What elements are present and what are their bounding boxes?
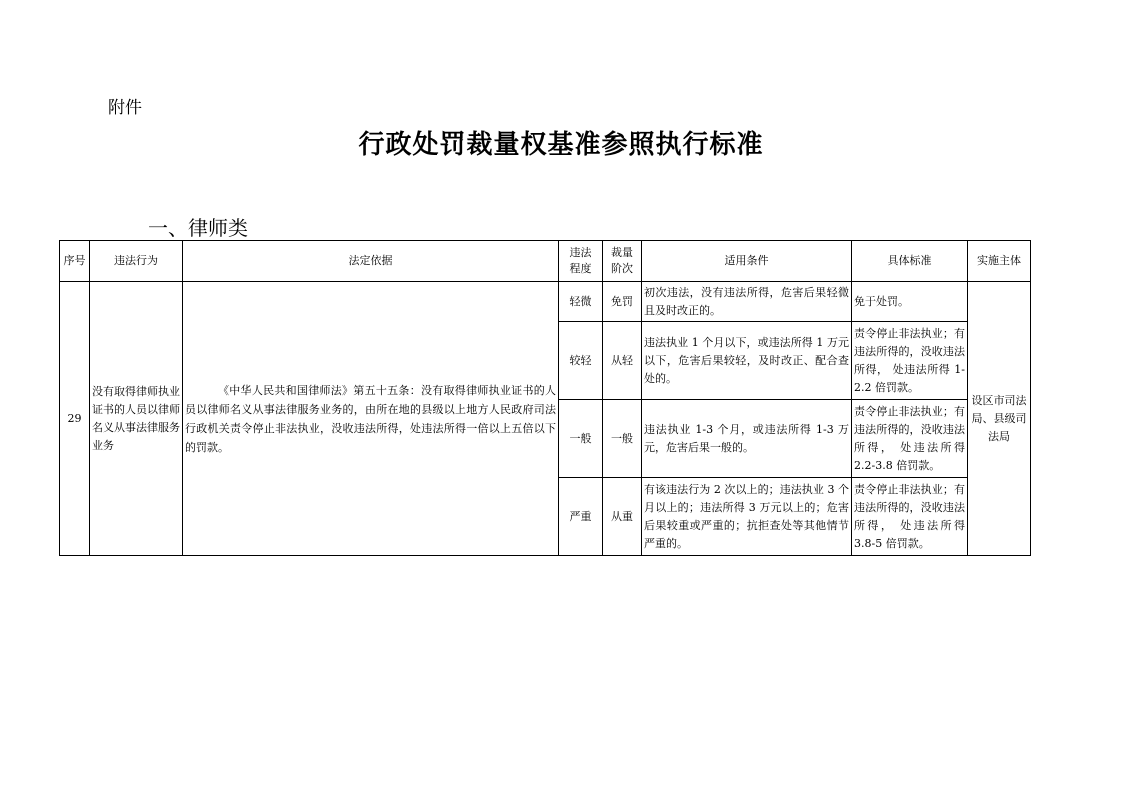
header-degree: 违法 程度 <box>559 241 603 282</box>
header-conditions: 适用条件 <box>642 241 852 282</box>
level-standard: 责令停止非法执业；有违法所得的，没收违法所得， 处违法所得 3.8-5 倍罚款。 <box>852 478 968 556</box>
entry-authority: 设区市司法局、县级司法局 <box>968 282 1031 556</box>
table-row <box>60 282 1031 322</box>
level-conditions: 违法执业 1-3 个月，或违法所得 1-3 万元，危害后果一般的。 <box>642 400 852 478</box>
attachment-label: 附件 <box>108 98 142 118</box>
level-penalty: 从重 <box>603 478 642 556</box>
level-degree: 一般 <box>559 400 603 478</box>
level-standard: 责令停止非法执业；有违法所得的，没收违法所得， 处违法所得 1-2.2 倍罚款。 <box>852 322 968 400</box>
header-seq: 序号 <box>60 241 90 282</box>
level-standard: 责令停止非法执业；有违法所得的，没收违法所得， 处违法所得 2.2-3.8 倍罚款。 <box>852 400 968 478</box>
level-penalty: 一般 <box>603 400 642 478</box>
level-conditions: 有该违法行为 2 次以上的；违法执业 3 个月以上的；违法所得 3 万元以上的；危害后果较重或严重的；抗拒查处等其他情节严重的。 <box>642 478 852 556</box>
level-degree: 严重 <box>559 478 603 556</box>
level-conditions: 初次违法，没有违法所得，危害后果轻微且及时改正的。 <box>642 282 852 322</box>
level-penalty: 免罚 <box>603 282 642 322</box>
level-standard: 免于处罚。 <box>852 282 968 322</box>
level-penalty: 从轻 <box>603 322 642 400</box>
entry-seq: 29 <box>60 282 90 556</box>
header-authority: 实施主体 <box>968 241 1031 282</box>
level-conditions: 违法执业 1 个月以下，或违法所得 1 万元以下，危害后果较轻，及时改正、配合查处的。 <box>642 322 852 400</box>
header-violation: 违法行为 <box>90 241 183 282</box>
level-degree: 较轻 <box>559 322 603 400</box>
level-degree: 轻微 <box>559 282 603 322</box>
penalty-standards-table <box>59 240 1031 556</box>
header-legal-basis: 法定依据 <box>183 241 559 282</box>
document-title: 行政处罚裁量权基准参照执行标准 <box>358 130 764 160</box>
header-penalty-level: 裁量 阶次 <box>603 241 642 282</box>
entry-legal-basis: 《中华人民共和国律师法》第五十五条：没有取得律师执业证书的人员以律师名义从事法律服务业务的，由所在地的县级以上地方人民政府司法行政机关责令停止非法执业，没收违法所得，处违法所得一倍以上五倍以下的罚款。 <box>183 282 559 556</box>
table-header-row <box>60 241 1031 282</box>
header-standard: 具体标准 <box>852 241 968 282</box>
section-heading: 一、律师类 <box>148 216 248 240</box>
entry-violation: 没有取得律师执业证书的人员以律师名义从事法律服务业务 <box>90 282 183 556</box>
